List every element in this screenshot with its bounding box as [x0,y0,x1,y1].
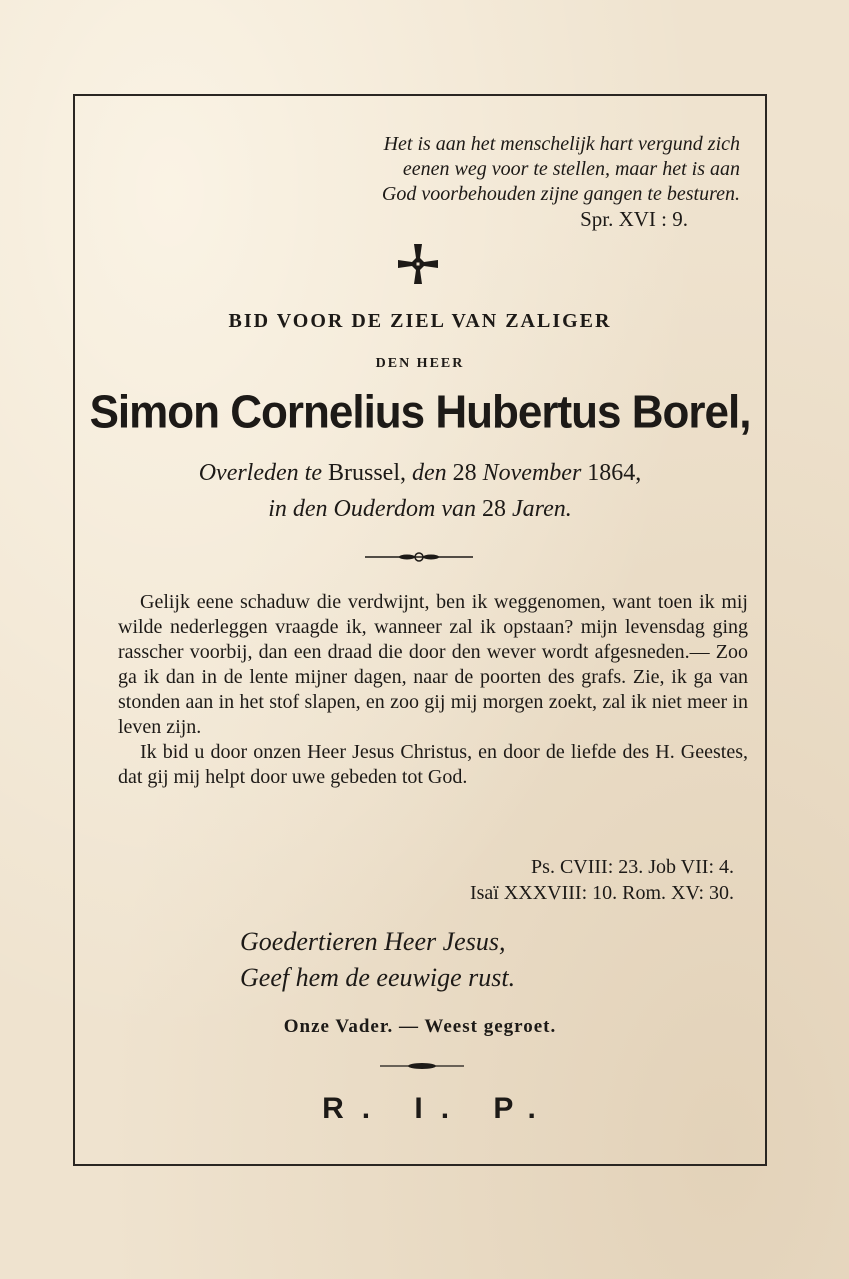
rip-text: R. I. P. [322,1092,554,1125]
honorific: DEN HEER [375,356,465,371]
paragraph: Gelijk eene schaduw die verdwijnt, ben ik weggenomen, want toen ik mij wilde nederleggen vraagde ik, wanneer zal ik opstaan? mijn levensdag ging rasscher voorbij, dan een draad die door den wever wordt afgesneden.— Zoo ga ik dan in de lente mijner dagen, naar de poorten des grafs. Zie, ik ga van stonden aan in het stof slapen, en zoo gij mij morgen zoekt, zal ik niet meer in leven zijn. [118,591,748,738]
invocation-line: Geef hem de eeuwige rust. [240,963,516,992]
invocation-line: Goedertieren Heer Jesus, [240,927,506,956]
died-label: Overleden [198,460,299,486]
death-place: Brussel, [327,460,406,486]
den-word: den [411,460,447,486]
death-line [75,460,765,487]
age-unit: Jaren. [511,496,572,522]
age-line [75,496,765,523]
maltese-cross-icon [398,244,438,284]
epigraph-line: Het is aan het menschelijk hart vergund zich [383,133,740,155]
death-year: 1864, [587,460,642,486]
scripture-refs: Isaï XXXVIII: 10. Rom. XV: 30. [469,882,734,904]
paragraph: Ik bid u door onzen Heer Jesus Christus, en door de liefde des H. Geestes, dat gij mij helpt door uwe gebeden tot God. [118,741,748,788]
epigraph [210,132,740,232]
ornament-divider [380,1061,464,1071]
body-text [118,590,748,790]
scripture-refs: Ps. CVIII: 23. Job VII: 4. [531,856,734,878]
deceased-name: Simon Cornelius Hubertus Borel, [89,386,751,439]
invocation [240,924,640,996]
age-value: 28 [481,496,506,522]
ornament-divider [365,551,473,563]
epigraph-reference: Spr. XVI : 9. [580,207,688,231]
prayer-heading: BID VOOR DE ZIEL VAN ZALIGER [228,310,612,332]
te-word: te [304,460,322,486]
prayers-line: Onze Vader. — Weest gegroet. [283,1016,557,1037]
death-day: 28 [452,460,477,486]
epigraph-line: God voorbehouden zijne gangen te besturen. [381,183,740,205]
age-prefix: in den Ouderdom van [268,496,476,522]
death-month: November [482,460,582,486]
epigraph-line: eenen weg voor te stellen, maar het is aan [402,158,740,180]
